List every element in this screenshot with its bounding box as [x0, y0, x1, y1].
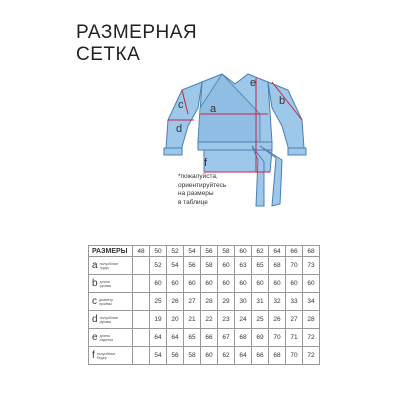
table-cell	[133, 329, 150, 347]
table-cell	[133, 311, 150, 329]
table-cell: 56	[184, 257, 201, 275]
table-cell: 67	[218, 329, 235, 347]
row-letter: e	[92, 332, 98, 343]
page-title	[76, 22, 197, 66]
table-row	[89, 293, 320, 311]
table-cell: 69	[252, 329, 269, 347]
note-text	[178, 173, 226, 207]
table-cell: 31	[252, 293, 269, 311]
row-desc-line-2: рукава	[99, 319, 111, 324]
row-description	[97, 352, 116, 360]
row-label-inner	[92, 350, 132, 361]
table-cell: 65	[252, 257, 269, 275]
row-desc-line-2: бедер	[96, 355, 107, 360]
row-letter: f	[92, 350, 95, 361]
table-cell	[133, 257, 150, 275]
table-cell: 33	[286, 293, 303, 311]
row-desc-line-2: груди	[99, 265, 109, 270]
table-cell: 60	[252, 275, 269, 293]
measure-a-label: a	[210, 103, 217, 115]
table-cell: 60	[218, 257, 235, 275]
table-cell: 52	[150, 257, 167, 275]
row-letter: a	[92, 260, 98, 271]
size-table	[88, 245, 320, 365]
table-cell: 60	[150, 275, 167, 293]
table-cell: 60	[201, 275, 218, 293]
table-cell: 58	[201, 257, 218, 275]
table-cell: 60	[167, 275, 184, 293]
measure-e-label: e	[250, 77, 257, 89]
table-cell: 70	[269, 329, 286, 347]
table-header-row	[89, 246, 320, 257]
row-letter: b	[92, 278, 98, 289]
table-cell: 66	[252, 347, 269, 365]
row-letter: d	[92, 314, 98, 325]
row-description	[100, 334, 114, 342]
table-cell: 68	[235, 329, 252, 347]
table-cell: 56	[167, 347, 184, 365]
garment-left-cuff	[164, 148, 182, 155]
row-desc-line-1: диаметр	[99, 297, 114, 302]
table-cell: 60	[184, 275, 201, 293]
table-cell: 26	[167, 293, 184, 311]
table-body	[89, 257, 320, 365]
table-cell: 25	[252, 311, 269, 329]
garment-left-sleeve	[166, 82, 202, 154]
row-desc-line-1: длина	[99, 279, 110, 284]
table-cell: 73	[303, 257, 320, 275]
note-line-4: в таблице	[178, 198, 208, 206]
row-label-inner	[92, 296, 132, 307]
garment-right-cuff	[288, 148, 306, 155]
row-label-inner	[92, 278, 132, 289]
table-cell: 27	[184, 293, 201, 311]
table-cell: 70	[286, 257, 303, 275]
table-cell	[133, 275, 150, 293]
note-line-2: ориентируйтесь	[178, 181, 227, 189]
row-desc-line-1: полуобхват	[99, 261, 119, 266]
table-cell: 60	[303, 275, 320, 293]
table-cell: 62	[218, 347, 235, 365]
table-cell: 72	[303, 329, 320, 347]
table-cell	[133, 347, 150, 365]
table-row	[89, 329, 320, 347]
table-row	[89, 347, 320, 365]
table-cell: 58	[184, 347, 201, 365]
size-header: 64	[269, 246, 286, 257]
size-header: 60	[235, 246, 252, 257]
garment-right-sleeve	[268, 82, 304, 154]
table-cell: 60	[201, 347, 218, 365]
table-cell: 34	[303, 293, 320, 311]
note-line-3: на размеры	[178, 190, 214, 197]
table-cell: 28	[303, 311, 320, 329]
table-cell: 64	[235, 347, 252, 365]
table-cell: 68	[269, 347, 286, 365]
row-letter: c	[92, 296, 97, 307]
header-label: РАЗМЕРЫ	[89, 246, 133, 257]
row-desc-line-2: проймы	[99, 301, 113, 306]
table-cell: 22	[201, 311, 218, 329]
row-description	[99, 298, 113, 306]
table-row	[89, 275, 320, 293]
table-cell: 54	[167, 257, 184, 275]
size-header: 54	[184, 246, 201, 257]
table-row	[89, 257, 320, 275]
table-cell: 30	[235, 293, 252, 311]
title-line-2: СЕТКА	[76, 44, 141, 65]
row-label	[89, 275, 133, 293]
table-cell: 64	[150, 329, 167, 347]
table-cell: 71	[286, 329, 303, 347]
table-cell: 19	[150, 311, 167, 329]
size-header: 50	[150, 246, 167, 257]
table-cell: 25	[150, 293, 167, 311]
row-label	[89, 311, 133, 329]
row-label-inner	[92, 314, 132, 325]
row-description	[100, 262, 119, 270]
size-header: 66	[286, 246, 303, 257]
table-cell: 70	[286, 347, 303, 365]
table-cell: 29	[218, 293, 235, 311]
measure-b-label: b	[279, 95, 286, 107]
table-row	[89, 311, 320, 329]
table-cell: 26	[269, 311, 286, 329]
table-cell: 23	[218, 311, 235, 329]
table-cell: 65	[184, 329, 201, 347]
table-cell: 27	[286, 311, 303, 329]
table-cell: 60	[218, 275, 235, 293]
size-header: 48	[133, 246, 150, 257]
size-header: 56	[201, 246, 218, 257]
row-label-inner	[92, 260, 132, 271]
table-cell: 60	[286, 275, 303, 293]
note-line-1: *пожалуйста,	[178, 173, 218, 180]
table-cell: 28	[201, 293, 218, 311]
table-cell: 21	[184, 311, 201, 329]
row-label	[89, 257, 133, 275]
measure-c-label: c	[178, 99, 184, 111]
table-cell: 32	[269, 293, 286, 311]
row-desc-line-1: полуобхват	[99, 315, 119, 320]
row-description	[100, 316, 119, 324]
table-cell: 72	[303, 347, 320, 365]
table-cell: 60	[269, 275, 286, 293]
title-line-1: РАЗМЕРНАЯ	[76, 22, 198, 43]
table-cell	[133, 293, 150, 311]
table-cell: 68	[269, 257, 286, 275]
size-header: 62	[252, 246, 269, 257]
table-cell: 24	[235, 311, 252, 329]
size-header: 52	[167, 246, 184, 257]
table-cell: 66	[201, 329, 218, 347]
row-label-inner	[92, 332, 132, 343]
row-desc-line-1: полуобхват	[96, 351, 116, 356]
measure-f-label: f	[204, 157, 208, 169]
row-desc-line-2: рукава	[99, 283, 111, 288]
table-cell: 54	[150, 347, 167, 365]
row-desc-line-2: изделия	[99, 337, 114, 342]
size-header: 58	[218, 246, 235, 257]
table-cell: 63	[235, 257, 252, 275]
row-label	[89, 293, 133, 311]
size-header: 68	[303, 246, 320, 257]
row-label	[89, 347, 133, 365]
table-cell: 60	[235, 275, 252, 293]
row-description	[100, 280, 111, 288]
row-label	[89, 329, 133, 347]
row-desc-line-1: длина	[99, 333, 110, 338]
table-cell: 20	[167, 311, 184, 329]
measure-d-label: d	[176, 123, 183, 135]
table-cell: 64	[167, 329, 184, 347]
